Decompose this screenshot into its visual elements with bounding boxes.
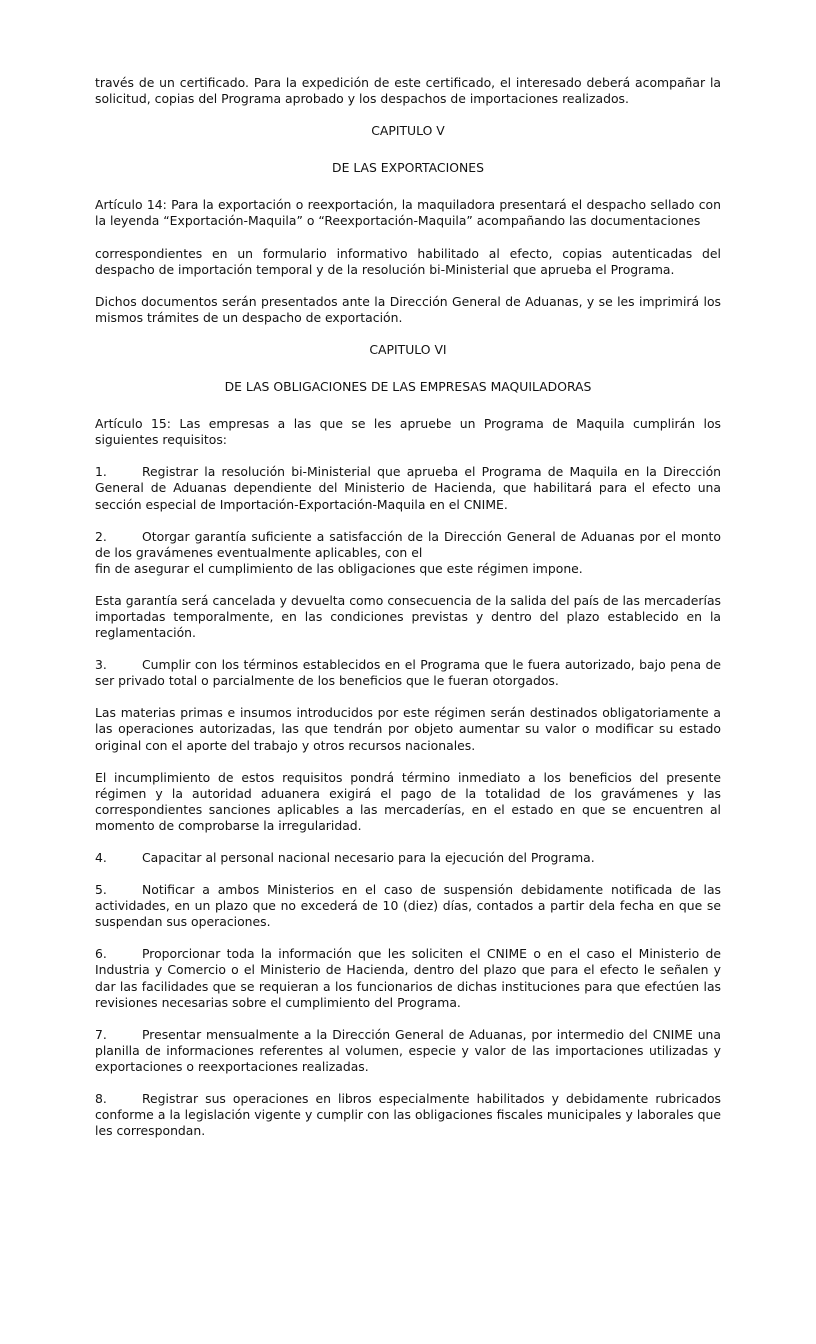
item-text: Presentar mensualmente a la Dirección General de Aduanas, por intermedio del CNIME una planilla de informaciones referentes al volumen, especie y valor de las importaciones utilizadas y exportaciones o reexportaciones realizadas. <box>95 1026 721 1074</box>
item-number: 4. <box>95 850 107 865</box>
item-text: Proporcionar toda la información que les soliciten el CNIME o en el caso el Ministerio de Industria y Comercio o el Ministerio de Hacienda, dentro del plazo que para el efecto le señalen y dar las facilidades que se requieran a los funcionarios de dichas instituciones para que efectúen las revisiones necesarias sobre el cumplimiento del Programa. <box>95 946 721 1010</box>
document-page <box>95 75 721 1155</box>
item-text: Registrar la resolución bi-Ministerial que aprueba el Programa de Maquila en la Dirección General de Aduanas dependiente del Ministerio de Hacienda, que habilitará para el efecto una sección especial de Importación-Exportación-Maquila en el CNIME. <box>95 464 721 512</box>
item-number: 3. <box>95 657 107 673</box>
noncompliance-paragraph: El incumplimiento de estos requisitos pondrá término inmediato a los beneficios del presente régimen y la autoridad aduanera exigirá el pago de la totalidad de los gravámenes y las correspondientes sanciones aplicables a las mercaderías, en el estado en que se encuentren al momento de comprobarse la irregularidad. <box>95 769 721 833</box>
item-number: 7. <box>95 1026 107 1042</box>
item-text: Capacitar al personal nacional necesario para la ejecución del Programa. <box>142 850 595 865</box>
item-number: 5. <box>95 882 107 898</box>
chapter-v-subtitle: DE LAS EXPORTACIONES <box>332 160 484 176</box>
item-text: Otorgar garantía suficiente a satisfacción de la Dirección General de Aduanas por el monto de los gravámenes eventualmente aplicables, con el <box>95 528 721 560</box>
article-14-paragraph: Artículo 14: Para la exportación o reexportación, la maquiladora presentará el despacho sellado con la leyenda “Exportación-Maquila” o “Reexportación-Maquila” acompañando las documentaciones <box>95 197 721 229</box>
item-number: 6. <box>95 946 107 962</box>
item-text: Notificar a ambos Ministerios en el caso de suspensión debidamente notificada de las actividades, en un plazo que no excederá de 10 (diez) días, contados a partir dela fecha en que se suspendan sus operaciones. <box>95 882 721 930</box>
article-14-continuation: correspondientes en un formulario informativo habilitado al efecto, copias autenticadas del despacho de importación temporal y de la resolución bi-Ministerial que aprueba el Programa. <box>95 245 721 277</box>
list-item <box>95 464 721 512</box>
item-number: 8. <box>95 1091 107 1107</box>
list-item <box>95 657 721 689</box>
item-number: 1. <box>95 464 107 480</box>
raw-materials-paragraph: Las materias primas e insumos introducidos por este régimen serán destinados obligatoriamente a las operaciones autorizadas, las que tendrán por objeto aumentar su valor o modificar su estado original con el aporte del trabajo y otros recursos nacionales. <box>95 705 721 753</box>
chapter-v-title: CAPITULO V <box>371 123 445 139</box>
list-item <box>95 850 721 866</box>
list-item <box>95 1027 721 1075</box>
chapter-vi-subtitle: DE LAS OBLIGACIONES DE LAS EMPRESAS MAQUILADORAS <box>224 379 592 395</box>
list-item <box>95 946 721 1010</box>
article-15-paragraph: Artículo 15: Las empresas a las que se les apruebe un Programa de Maquila cumplirán los siguientes requisitos: <box>95 416 721 448</box>
chapter-vi-title: CAPITULO VI <box>369 341 447 357</box>
list-item <box>95 1091 721 1139</box>
intro-paragraph: través de un certificado. Para la expedición de este certificado, el interesado deberá acompañar la solicitud, copias del Programa aprobado y los despachos de importaciones realizados. <box>95 75 721 107</box>
item-number: 2. <box>95 528 107 544</box>
item-text: Registrar sus operaciones en libros especialmente habilitados y debidamente rubricados conforme a la legislación vigente y cumplir con las obligaciones fiscales municipales y laborales que les correspondan. <box>95 1091 721 1139</box>
item-2-continuation: fin de asegurar el cumplimiento de las obligaciones que este régimen impone. <box>95 560 583 576</box>
list-item <box>95 529 721 561</box>
guarantee-paragraph: Esta garantía será cancelada y devuelta como consecuencia de la salida del país de las mercaderías importadas temporalmente, en las condiciones previstas y dentro del plazo establecido en la reglamentación. <box>95 592 721 641</box>
article-14-customs-paragraph: Dichos documentos serán presentados ante la Dirección General de Aduanas, y se les imprimirá los mismos trámites de un despacho de exportación. <box>95 293 721 325</box>
item-text: Cumplir con los términos establecidos en el Programa que le fuera autorizado, bajo pena de ser privado total o parcialmente de los beneficios que le fueran otorgados. <box>95 657 721 689</box>
list-item <box>95 882 721 930</box>
